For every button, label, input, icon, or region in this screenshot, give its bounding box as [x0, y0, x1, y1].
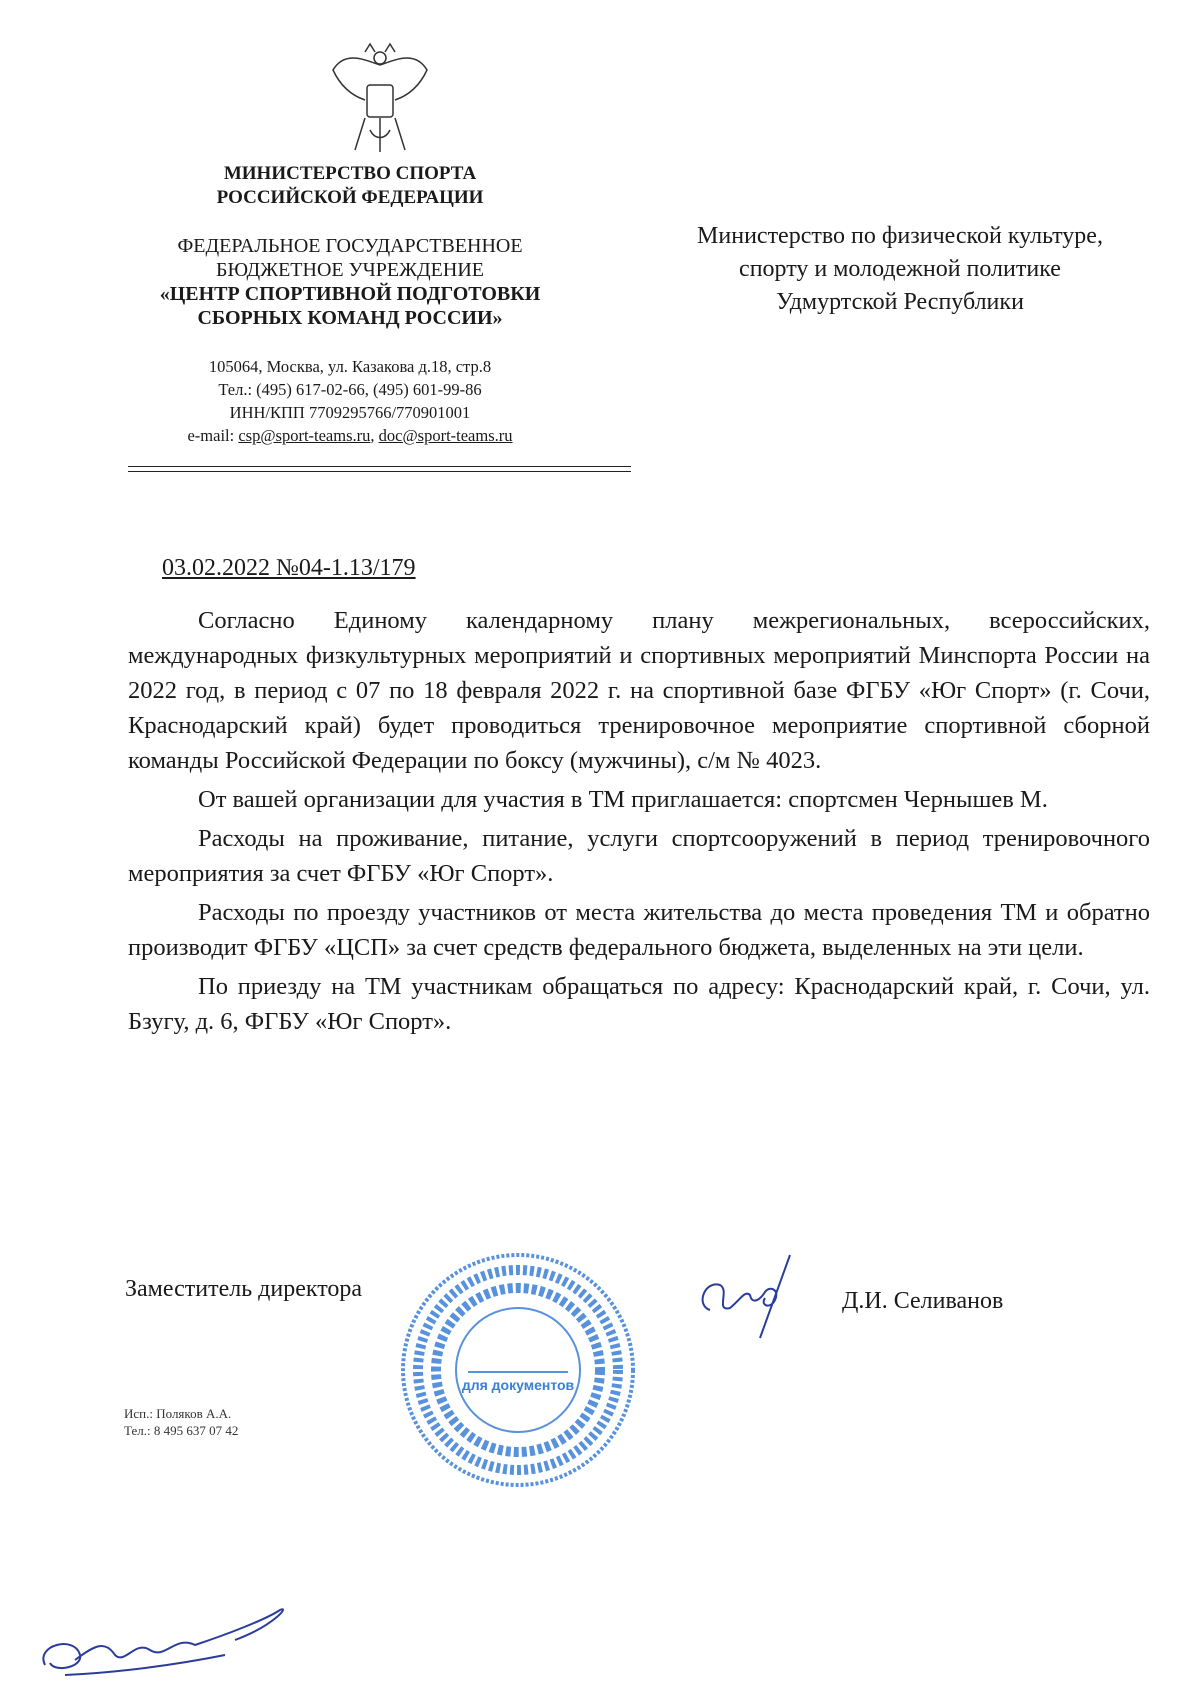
stamp-text: для документов	[461, 1377, 575, 1393]
executor-name: Исп.: Поляков А.А.	[124, 1406, 232, 1421]
body-paragraph: Согласно Единому календарному плану межрегиональных, всероссийских, международных физкультурных мероприятий и спортивных мероприятий Минспорта России на 2022 год, в период с 07 по 18 февраля 2022 г. на спортивной базе ФГБУ «Юг Спорт» (г. Сочи, Краснодарский край) будет проводиться тренировочное мероприятие спортивной сборной команды Российской Федерации по боксу (мужчины), с/м № 4023.	[128, 607, 1150, 774]
signer-position: Заместитель директора	[125, 1276, 363, 1302]
recipient-line: Удмуртской Республики	[776, 289, 1024, 315]
body-paragraph: По приезду на ТМ участникам обращаться по адресу: Краснодарский край, г. Сочи, ул. Бзугу, д. 6, ФГБУ «Юг Спорт».	[128, 973, 1150, 1035]
email-link[interactable]: csp@sport-teams.ru	[238, 426, 371, 445]
header-divider	[128, 466, 631, 467]
registration-number: 03.02.2022 №04-1.13/179	[162, 555, 416, 581]
email-link[interactable]: doc@sport-teams.ru	[378, 426, 513, 445]
director-signature	[690, 1250, 810, 1340]
body-paragraph: От вашей организации для участия в ТМ приглашается: спортсмен Чернышев М.	[198, 786, 1048, 813]
email-label: e-mail:	[187, 426, 239, 445]
recipient-line: спорту и молодежной политике	[739, 256, 1061, 282]
executor-phone: Тел.: 8 495 637 07 42	[124, 1423, 239, 1438]
coat-of-arms-emblem	[325, 40, 435, 160]
org-inn: ИНН/КПП 7709295766/770901001	[229, 403, 471, 422]
org-name	[100, 282, 600, 330]
body-paragraph: Расходы по проезду участников от места жительства до места проведения ТМ и обратно производит ФГБУ «ЦСП» за счет средств федерального бюджета, выделенных на эти цели.	[128, 899, 1150, 961]
org-name-line: СБОРНЫХ КОМАНД РОССИИ»	[197, 307, 503, 329]
signer-name: Д.И. Селиванов	[842, 1288, 1004, 1314]
email-separator: ,	[370, 426, 379, 445]
org-name-line: «ЦЕНТР СПОРТИВНОЙ ПОДГОТОВКИ	[159, 283, 541, 305]
ministry-line: РОССИЙСКОЙ ФЕДЕРАЦИИ	[216, 187, 484, 208]
org-phone: Тел.: (495) 617-02-66, (495) 601-99-86	[218, 380, 482, 399]
official-stamp	[398, 1250, 638, 1490]
org-type	[100, 234, 600, 282]
recipient-block	[650, 220, 1150, 319]
ministry-line: МИНИСТЕРСТВО СПОРТА	[223, 163, 477, 184]
executor-info	[124, 1405, 238, 1439]
initial-signature	[35, 1595, 305, 1685]
header-divider	[128, 471, 631, 472]
org-type-line: ФЕДЕРАЛЬНОЕ ГОСУДАРСТВЕННОЕ	[177, 235, 523, 257]
body-paragraph: Расходы на проживание, питание, услуги спортсооружений в период тренировочного мероприятия за счет ФГБУ «Юг Спорт».	[128, 825, 1150, 887]
ministry-name	[100, 162, 600, 210]
recipient-line: Министерство по физической культуре,	[697, 223, 1103, 249]
org-address: 105064, Москва, ул. Казакова д.18, стр.8	[208, 357, 492, 376]
org-email	[100, 424, 600, 447]
org-contacts	[100, 355, 600, 447]
letter-body	[128, 603, 1150, 1043]
org-type-line: БЮДЖЕТНОЕ УЧРЕЖДЕНИЕ	[215, 259, 485, 281]
